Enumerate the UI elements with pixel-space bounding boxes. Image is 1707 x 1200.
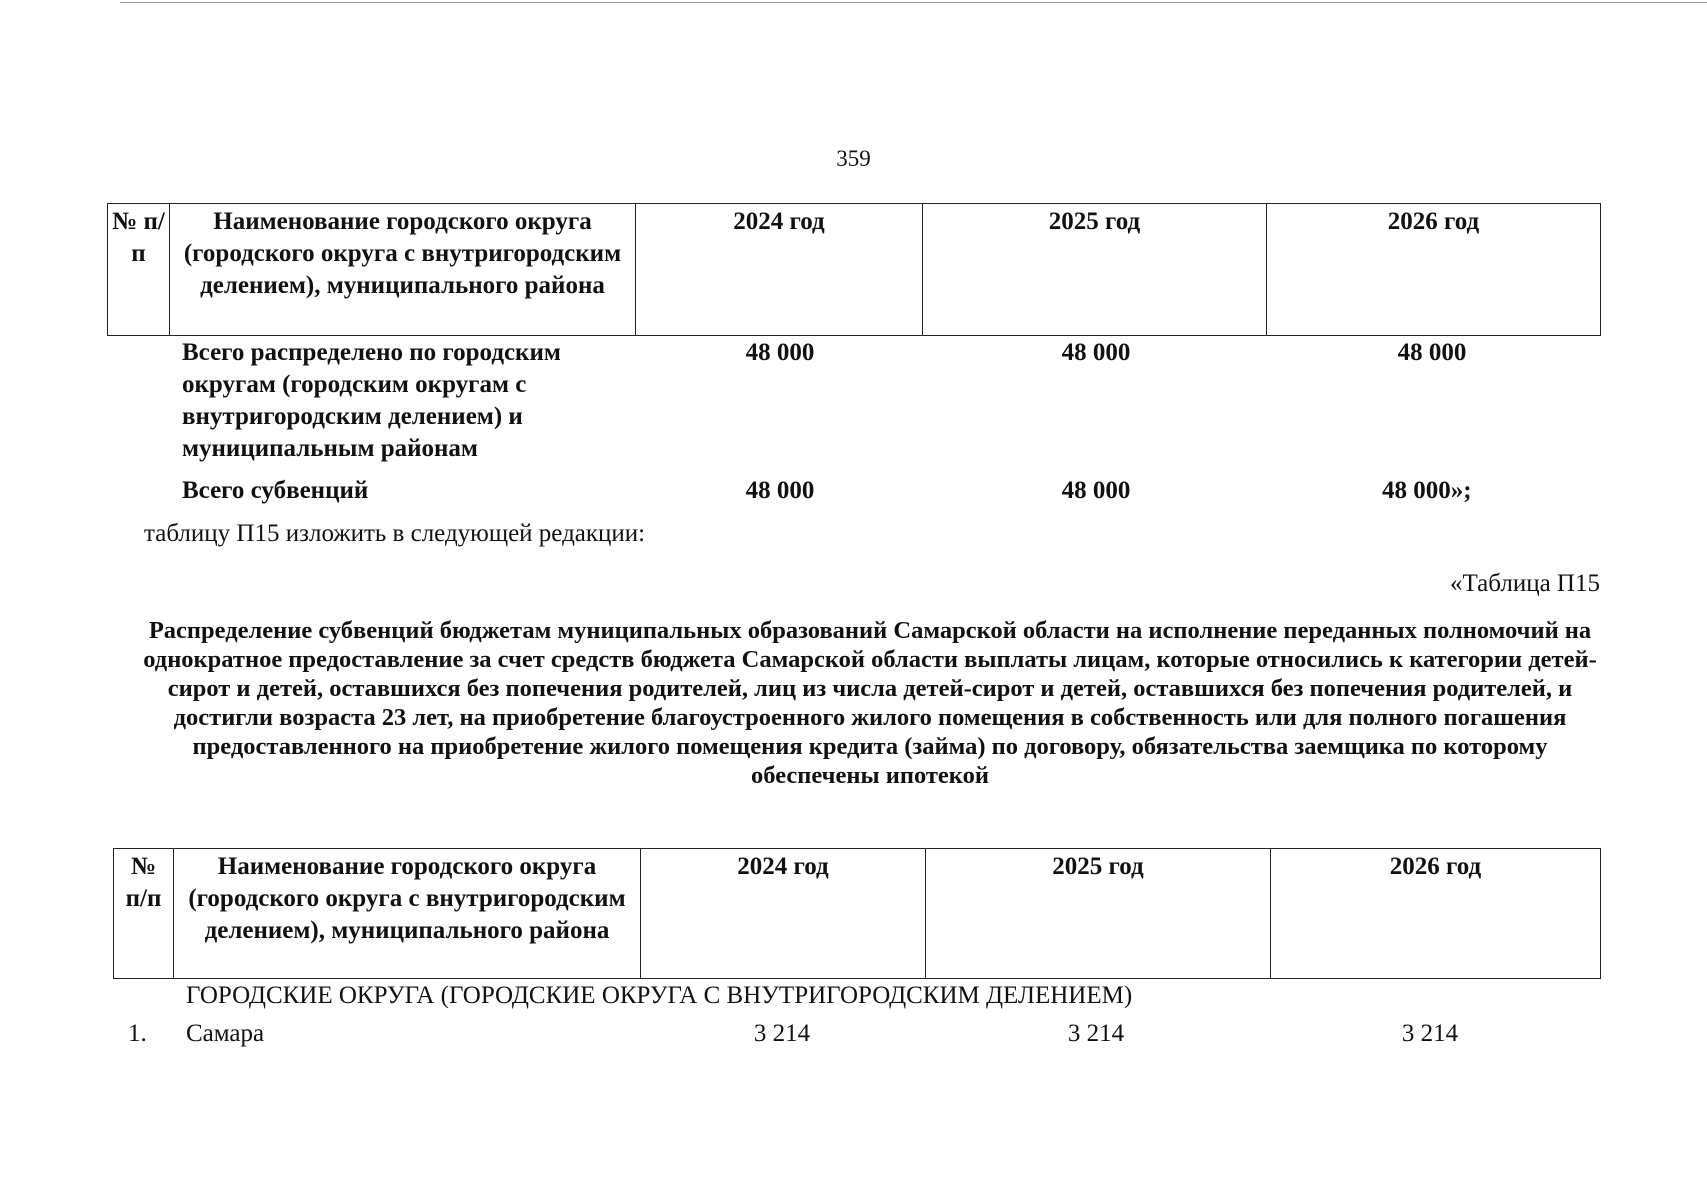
- total-distributed-label: Всего распределено по городским округам (городским округам с внутригородским делением) и муниципальным районам: [182, 339, 561, 462]
- intro-text: таблицу П15 изложить в следующей редакции:: [144, 520, 646, 547]
- header-num: № п/п: [108, 204, 170, 336]
- header-2024: 2024 год: [636, 204, 923, 336]
- table-header-p15: [113, 848, 1601, 979]
- total-subventions-label: Всего субвенций: [182, 477, 369, 504]
- section-heading: ГОРОДСКИЕ ОКРУГА (ГОРОДСКИЕ ОКРУГА С ВНУТРИГОРОДСКИМ ДЕЛЕНИЕМ): [186, 982, 1133, 1009]
- header-2025: 2025 год: [926, 849, 1271, 979]
- table-label: «Таблица П15: [1450, 570, 1600, 597]
- page-number: 359: [836, 146, 871, 171]
- total-subventions-2025: 48 000: [1061, 477, 1131, 504]
- row-2026: 3 214: [1401, 1020, 1459, 1047]
- table-header-previous: [107, 203, 1601, 336]
- row-2025: 3 214: [1067, 1020, 1125, 1047]
- header-num: № п/п: [114, 849, 174, 979]
- total-distributed-2026: 48 000: [1397, 339, 1467, 366]
- total-subventions-2024: 48 000: [745, 477, 815, 504]
- total-distributed-2024: 48 000: [745, 339, 815, 366]
- total-distributed-2025: 48 000: [1061, 339, 1131, 366]
- total-subventions-2026: 48 000»;: [1382, 477, 1472, 504]
- header-name: Наименование городского округа (городского округа с внутригородским делением), муниципального района: [170, 204, 636, 336]
- header-2024: 2024 год: [641, 849, 926, 979]
- row-2024: 3 214: [753, 1020, 811, 1047]
- header-2026: 2026 год: [1267, 204, 1601, 336]
- row-name: Самара: [186, 1020, 265, 1047]
- row-num: 1.: [128, 1020, 147, 1047]
- header-2025: 2025 год: [923, 204, 1267, 336]
- header-2026: 2026 год: [1271, 849, 1601, 979]
- header-name: Наименование городского округа (городского округа с внутригородским делением), муниципального района: [174, 849, 641, 979]
- scan-edge-line: [120, 2, 1707, 3]
- table-title: Распределение субвенций бюджетам муниципальных образований Самарской области на исполнение переданных полномочий на однократное предоставление за счет средств бюджета Самарской области выплаты лицам, которые относились к категории детей-сирот и детей, оставшихся без попечения родителей, лиц из числа детей-сирот и детей, оставшихся без попечения родителей, и достигли возраста 23 лет, на приобретение благоустроенного жилого помещения в собственность или для полного погашения предоставленного на приобретение жилого помещения кредита (займа) по договору, обязательства заемщика по которому обеспечены ипотекой: [143, 617, 1597, 789]
